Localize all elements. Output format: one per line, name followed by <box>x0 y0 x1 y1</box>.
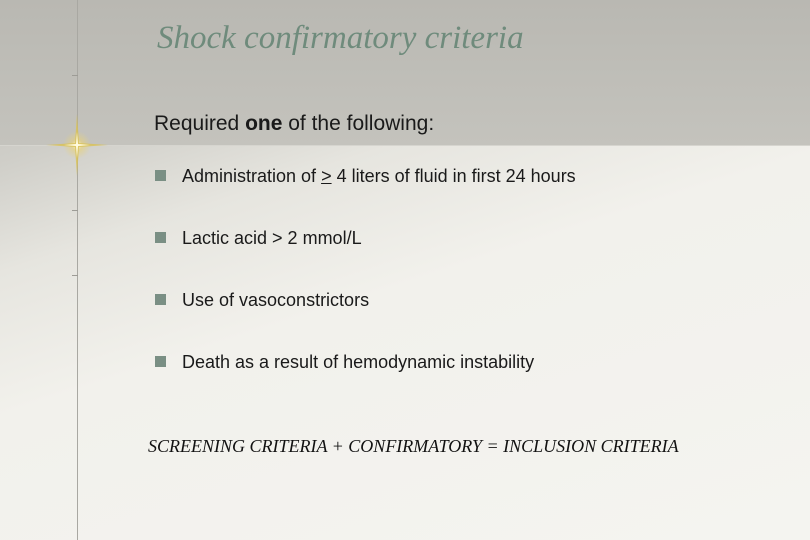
bullet-text-part: 4 liters of fluid in first 24 hours <box>331 166 576 186</box>
square-bullet-icon <box>155 170 166 181</box>
intro-text <box>154 112 434 136</box>
horizontal-rule <box>0 145 810 146</box>
summary-equation: SCREENING CRITERIA + CONFIRMATORY = INCLUSION CRITERIA <box>148 436 679 456</box>
rule-tick <box>72 275 78 276</box>
square-bullet-icon <box>155 356 166 367</box>
bullet-text-part: Administration of <box>182 166 322 186</box>
sparkle-icon <box>46 114 108 176</box>
bullet-text: Death as a result of hemodynamic instability <box>182 352 535 372</box>
geq-symbol: > <box>321 166 332 186</box>
intro-before: Required <box>154 112 246 135</box>
bullet-text: Lactic acid > 2 mmol/L <box>182 228 362 248</box>
rule-tick <box>72 210 78 211</box>
rule-tick <box>72 75 78 76</box>
intro-after: of the following: <box>282 112 435 135</box>
vertical-rule <box>77 0 78 540</box>
list-item <box>155 290 369 311</box>
square-bullet-icon <box>155 232 166 243</box>
slide-title: Shock confirmatory criteria <box>157 20 524 56</box>
list-item <box>155 352 534 373</box>
intro-emphasis: one <box>245 112 283 135</box>
bullet-text: Use of vasoconstrictors <box>182 290 370 310</box>
square-bullet-icon <box>155 294 166 305</box>
list-item <box>155 228 362 249</box>
list-item <box>155 166 576 187</box>
